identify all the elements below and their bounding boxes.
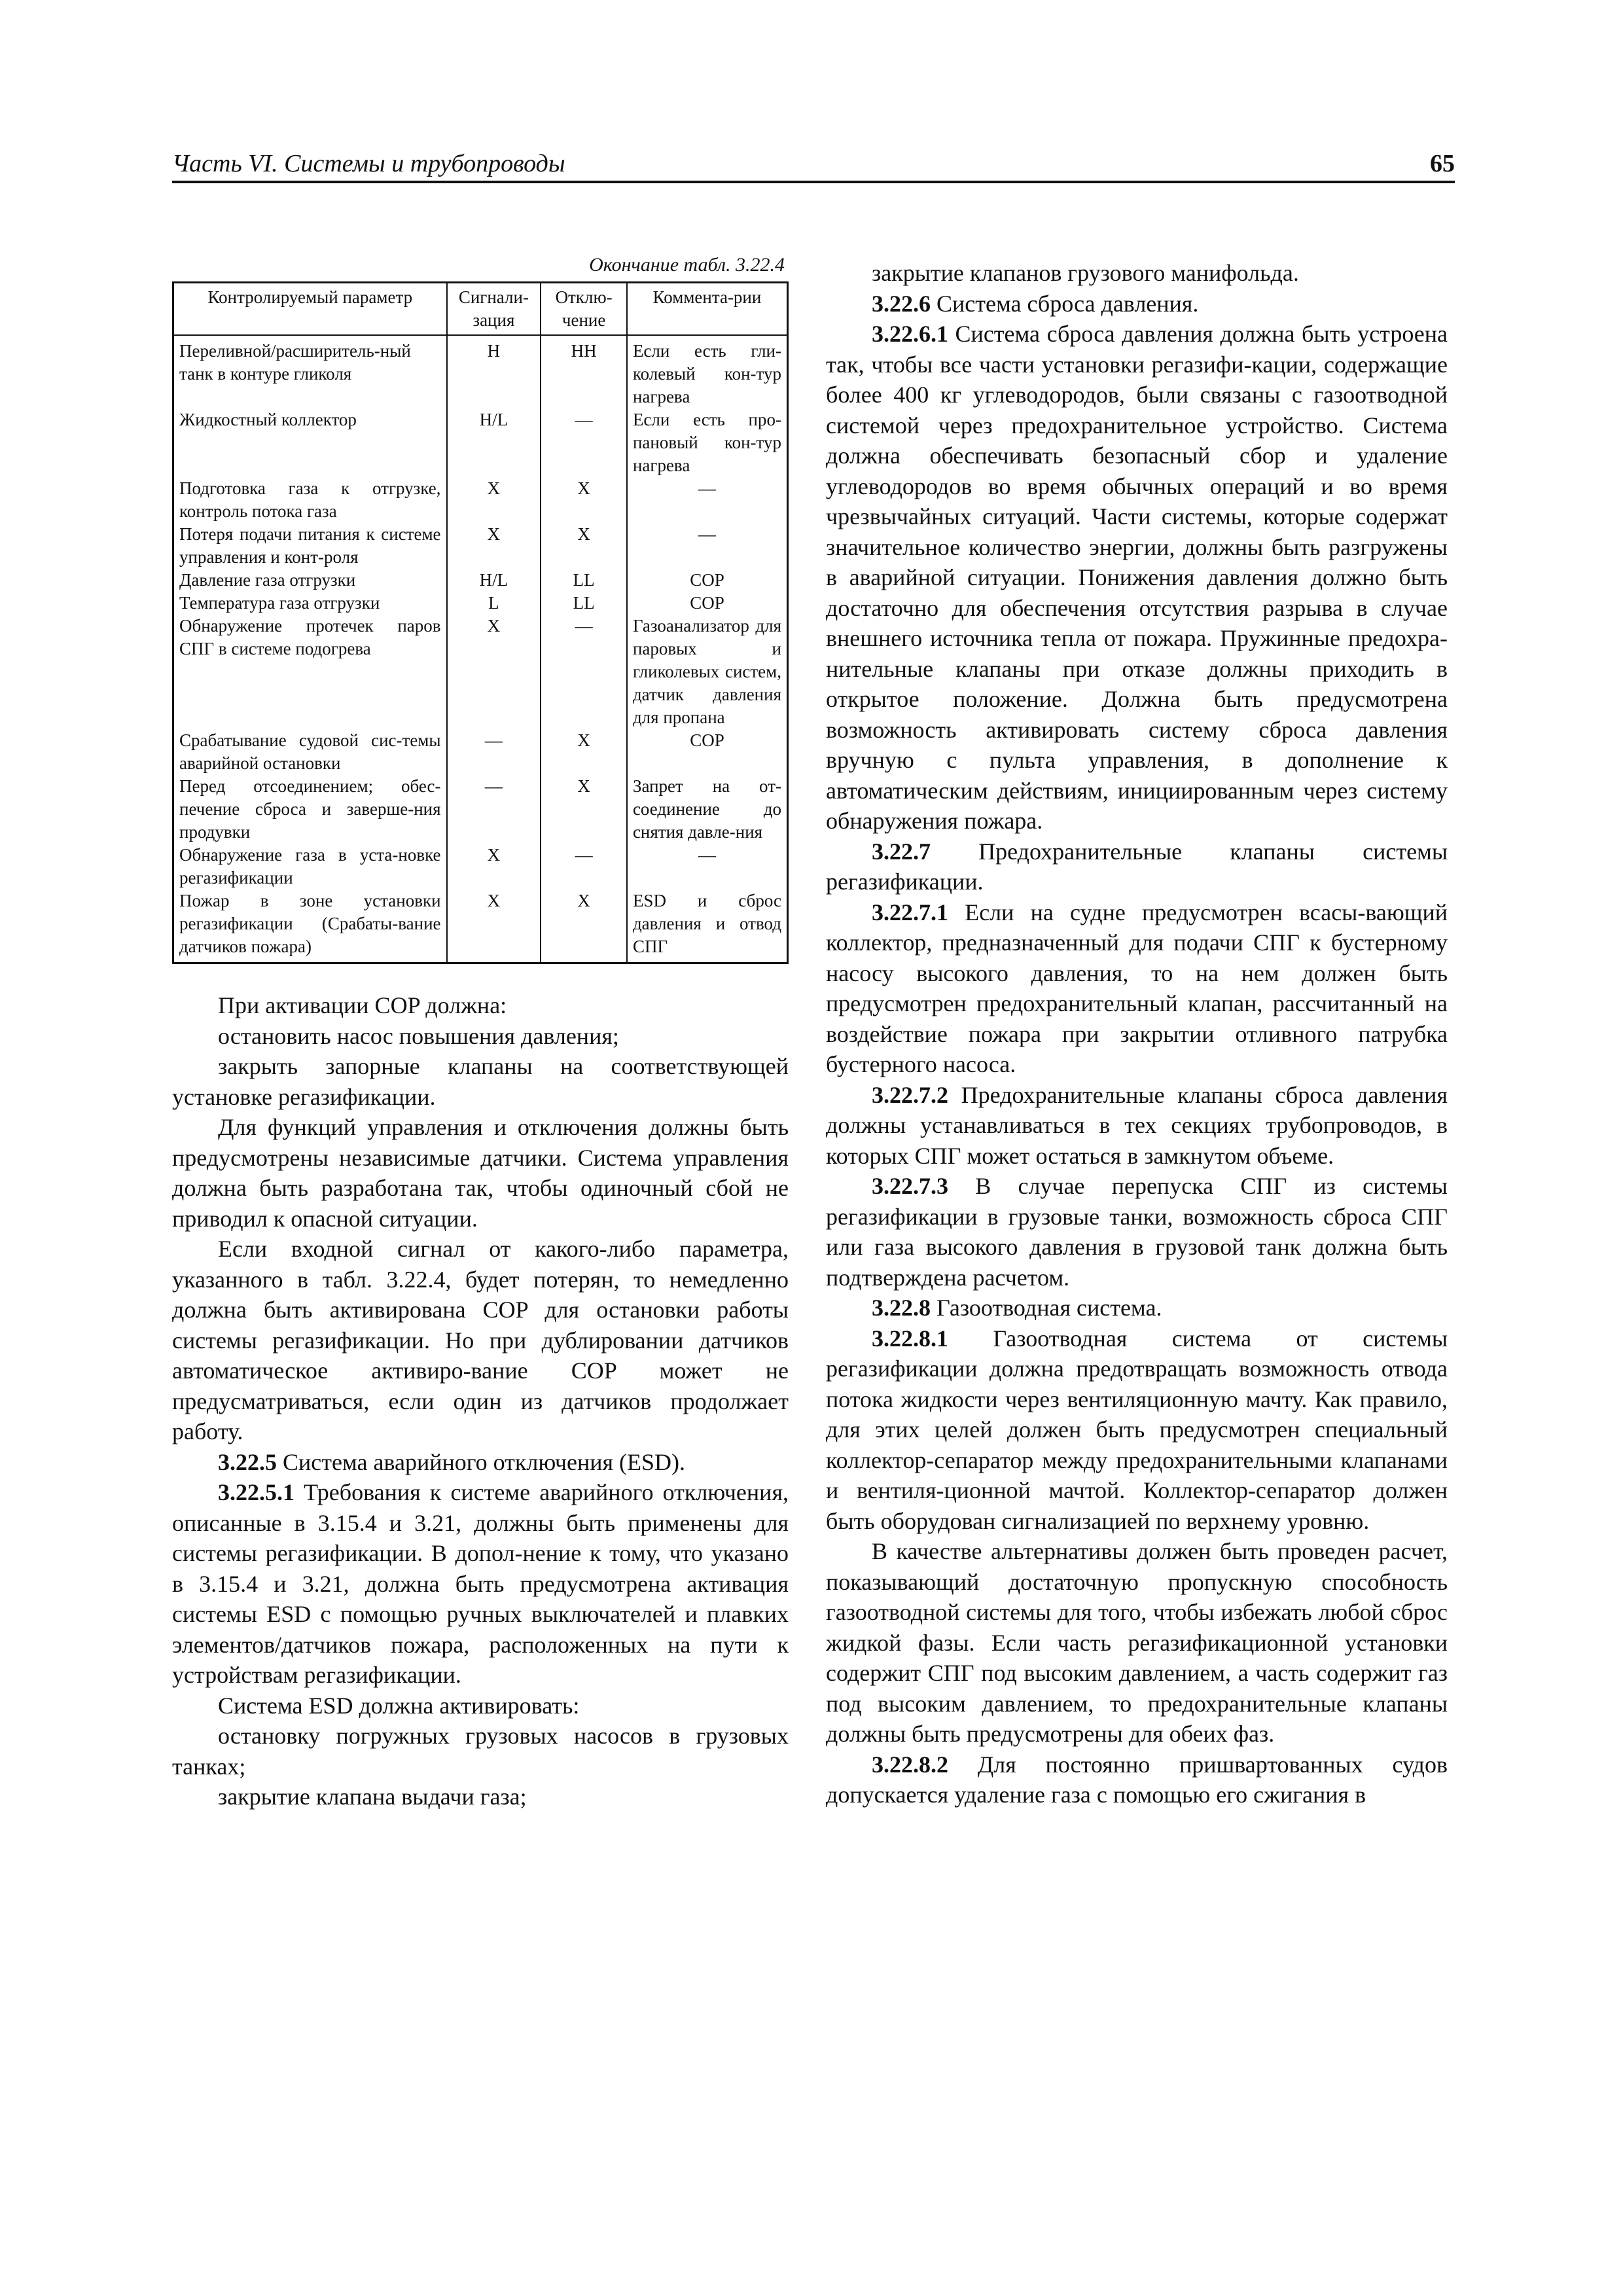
paragraph-text: Газоотводная система.: [936, 1295, 1162, 1321]
page-number: 65: [1430, 150, 1455, 177]
cell-signal: X: [447, 615, 541, 729]
clause-number: 3.22.7: [872, 838, 931, 865]
running-header: [172, 145, 1455, 183]
numbered-paragraph: [826, 289, 1448, 319]
cell-comment: COP: [627, 729, 788, 775]
cell-shutdown: X: [541, 889, 627, 963]
cell-parameter: Потеря подачи питания к системе управления и конт-роля: [173, 523, 447, 569]
table-row: [173, 592, 788, 615]
cell-parameter: Температура газа отгрузки: [173, 592, 447, 615]
cell-comment: ESD и сброс давления и отвод СПГ: [627, 889, 788, 963]
paragraph-text: закрыть запорные клапаны на соответствующей установке регазификации.: [172, 1053, 789, 1110]
cell-signal: H/L: [447, 569, 541, 592]
numbered-paragraph: [826, 1293, 1448, 1323]
clause-number: 3.22.5.1: [218, 1479, 294, 1505]
header-comments: Коммента-рии: [627, 283, 788, 336]
table-row: [173, 729, 788, 775]
cell-shutdown: LL: [541, 569, 627, 592]
left-body-text: [172, 990, 789, 1812]
cell-comment: COP: [627, 592, 788, 615]
paragraph-text: остановить насос повышения давления;: [218, 1022, 619, 1049]
cell-signal: H: [447, 335, 541, 408]
paragraph: [172, 1691, 789, 1721]
table-row: [173, 408, 788, 477]
numbered-paragraph: [826, 836, 1448, 897]
clause-number: 3.22.8: [872, 1295, 931, 1321]
header-signal: Сигнали-зация: [447, 283, 541, 336]
cell-shutdown: X: [541, 477, 627, 523]
paragraph: [826, 258, 1448, 289]
cell-shutdown: HH: [541, 335, 627, 408]
paragraph: [826, 1536, 1448, 1749]
paragraph-text: закрытие клапанов грузового манифольда.: [872, 260, 1299, 286]
paragraph: [172, 1021, 789, 1052]
numbered-paragraph: [826, 1080, 1448, 1172]
cell-comment: —: [627, 844, 788, 889]
cell-shutdown: X: [541, 729, 627, 775]
paragraph-text: В случае перепуска СПГ из системы регазификации в грузовые танки, возможность сброса СПГ или газа высокого давления в грузовой танк должна быть подтверждена расчетом.: [826, 1173, 1448, 1291]
paragraph-text: Газоотводная система от системы регазификации должна предотвращать возможность отвода потока жидкости через вентиляционную мачту. Как правило, для этих целей должен быть предусмотрен специальный коллектор-сепаратор между предохранительными клапанами и вентиля-ционной мачтой. Коллектор-сепаратор должен быть оборудован сигнализацией по верхнему уровню.: [826, 1325, 1448, 1534]
paragraph: [172, 1782, 789, 1812]
paragraph-text: Предохранительные клапаны системы регазификации.: [826, 838, 1448, 895]
numbered-paragraph: [172, 1447, 789, 1478]
cell-signal: X: [447, 523, 541, 569]
numbered-paragraph: [826, 1171, 1448, 1293]
cell-comment: —: [627, 523, 788, 569]
paragraph-text: закрытие клапана выдачи газа;: [218, 1784, 527, 1810]
paragraph-text: При активации COP должна:: [218, 992, 507, 1018]
control-parameters-table: [172, 281, 789, 964]
paragraph: [172, 1112, 789, 1234]
paragraph-text: Если входной сигнал от какого-либо параметра, указанного в табл. 3.22.4, будет потерян, то немедленно должна быть активирована COP для остановки работы системы регазификации. Но при дублировании датчиков автоматическое активиро-вание COP может не предусматриваться, если один из датчиков продолжает работу.: [172, 1236, 789, 1444]
table-row: [173, 335, 788, 408]
clause-number: 3.22.7.3: [872, 1173, 948, 1199]
cell-comment: Если есть про-пановый кон-тур нагрева: [627, 408, 788, 477]
clause-number: 3.22.7.2: [872, 1081, 948, 1108]
paragraph-text: Для постоянно пришвартованных судов допускается удаление газа с помощью его сжигания в: [826, 1751, 1448, 1808]
cell-shutdown: —: [541, 408, 627, 477]
paragraph-text: Система аварийного отключения (ESD).: [283, 1448, 686, 1475]
clause-number: 3.22.8.1: [872, 1325, 948, 1352]
cell-shutdown: —: [541, 844, 627, 889]
table-row: [173, 477, 788, 523]
paragraph-text: В качестве альтернативы должен быть проведен расчет, показывающий достаточную пропускную способность газоотводной системы для того, чтобы избежать любой сброс жидкой фазы. Если часть регазификационной установки содержит СПГ под высоким давлением, а часть содержит газ под высоким давлением, то предохранительные клапаны должны быть предусмотрены для обеих фаз.: [826, 1538, 1448, 1747]
cell-comment: Если есть гли-колевый кон-тур нагрева: [627, 335, 788, 408]
table-row: [173, 615, 788, 729]
cell-parameter: Срабатывание судовой сис-темы аварийной остановки: [173, 729, 447, 775]
cell-comment: COP: [627, 569, 788, 592]
cell-shutdown: LL: [541, 592, 627, 615]
paragraph-text: Предохранительные клапаны сброса давления должны устанавливаться в тех секциях трубопроводов, в которых СПГ может остаться в замкнутом объеме.: [826, 1081, 1448, 1169]
cell-parameter: Пожар в зоне установки регазификации (Срабаты-вание датчиков пожара): [173, 889, 447, 963]
cell-shutdown: X: [541, 775, 627, 844]
clause-number: 3.22.5: [218, 1448, 277, 1475]
table-row: [173, 889, 788, 963]
left-column: [172, 253, 789, 1812]
cell-signal: —: [447, 729, 541, 775]
cell-signal: —: [447, 775, 541, 844]
table-caption: Окончание табл. 3.22.4: [589, 254, 785, 276]
cell-signal: H/L: [447, 408, 541, 477]
right-column: [826, 258, 1448, 1810]
clause-number: 3.22.7.1: [872, 899, 948, 925]
table-body: [173, 335, 788, 963]
cell-comment: —: [627, 477, 788, 523]
cell-parameter: Обнаружение протечек паров СПГ в системе подогрева: [173, 615, 447, 729]
table-row: [173, 775, 788, 844]
cell-comment: Газоанализатор для паровых и гликолевых систем, датчик давления для пропана: [627, 615, 788, 729]
running-title: Часть VI. Системы и трубопроводы: [172, 150, 565, 177]
cell-signal: X: [447, 477, 541, 523]
paragraph: [172, 1051, 789, 1112]
table-row: [173, 523, 788, 569]
paragraph-text: остановку погружных грузовых насосов в грузовых танках;: [172, 1723, 789, 1780]
cell-parameter: Жидкостный коллектор: [173, 408, 447, 477]
table-row: [173, 569, 788, 592]
paragraph: [172, 1721, 789, 1782]
clause-number: 3.22.8.2: [872, 1751, 948, 1778]
cell-shutdown: —: [541, 615, 627, 729]
cell-signal: X: [447, 844, 541, 889]
table-header-row: [173, 283, 788, 336]
cell-parameter: Подготовка газа к отгрузке, контроль потока газа: [173, 477, 447, 523]
numbered-paragraph: [826, 897, 1448, 1080]
header-shutdown: Отклю-чение: [541, 283, 627, 336]
paragraph-text: Система сброса давления.: [936, 290, 1199, 317]
cell-parameter: Давление газа отгрузки: [173, 569, 447, 592]
paragraph-text: Если на судне предусмотрен всасы-вающий коллектор, предназначенный для подачи СПГ к бустерному насосу высокого давления, то на нем должен быть предусмотрен предохранительный клапан, рассчитанный на воздействие пожара при закрытии отливного патрубка бустерного насоса.: [826, 899, 1448, 1077]
paragraph-text: Требования к системе аварийного отключения, описанные в 3.15.4 и 3.21, должны быть применены для системы регазификации. В допол-нение к тому, что указано в 3.15.4 и 3.21, должна быть предусмотрена активация системы ESD с помощью ручных выключателей и плавких элементов/датчиков пожара, расположенных на пути к устройствам регазификации.: [172, 1479, 789, 1688]
numbered-paragraph: [172, 1477, 789, 1691]
cell-comment: Запрет на от-соединение до снятия давле-ния: [627, 775, 788, 844]
paragraph: [172, 1234, 789, 1447]
cell-parameter: Обнаружение газа в уста-новке регазификации: [173, 844, 447, 889]
clause-number: 3.22.6: [872, 290, 931, 317]
cell-signal: X: [447, 889, 541, 963]
table-row: [173, 844, 788, 889]
paragraph-text: Для функций управления и отключения должны быть предусмотрены независимые датчики. Система управления должна быть разработана так, чтобы одиночный сбой не приводил к опасной ситуации.: [172, 1114, 789, 1232]
paragraph-text: Система ESD должна активировать:: [218, 1692, 580, 1719]
cell-parameter: Переливной/расширитель-ный танк в контуре гликоля: [173, 335, 447, 408]
paragraph-text: Система сброса давления должна быть устроена так, чтобы все части установки регазифи-кации, содержащие более 400 кг углеводородов, были связаны с газоотводной системой через предохранительное устройство. Система должна обеспечивать безопасный сбор и удаление углеводородов во время обычных операций и во время чрезвычайных ситуаций. Части системы, которые содержат значительное количество энергии, должны быть разгружены в аварийной ситуации. Понижения давления должно быть достаточно для обеспечения отсутствия разрыва в случае внешнего источника тепла от пожара. Пружинные предохра-нительные клапаны при отказе должны приходить в открытое положение. Должна быть предусмотрена возможность активировать систему сброса давления вручную с пульта управления, в дополнение к автоматическим действиям, инициированным через систему обнаружения пожара.: [826, 321, 1448, 834]
numbered-paragraph: [826, 319, 1448, 836]
cell-signal: L: [447, 592, 541, 615]
numbered-paragraph: [826, 1323, 1448, 1537]
clause-number: 3.22.6.1: [872, 321, 948, 347]
cell-shutdown: X: [541, 523, 627, 569]
cell-parameter: Перед отсоединением; обес-печение сброса и заверше-ния продувки: [173, 775, 447, 844]
header-parameter: Контролируемый параметр: [173, 283, 447, 336]
paragraph: [172, 990, 789, 1021]
right-body-text: [826, 258, 1448, 1810]
numbered-paragraph: [826, 1749, 1448, 1810]
